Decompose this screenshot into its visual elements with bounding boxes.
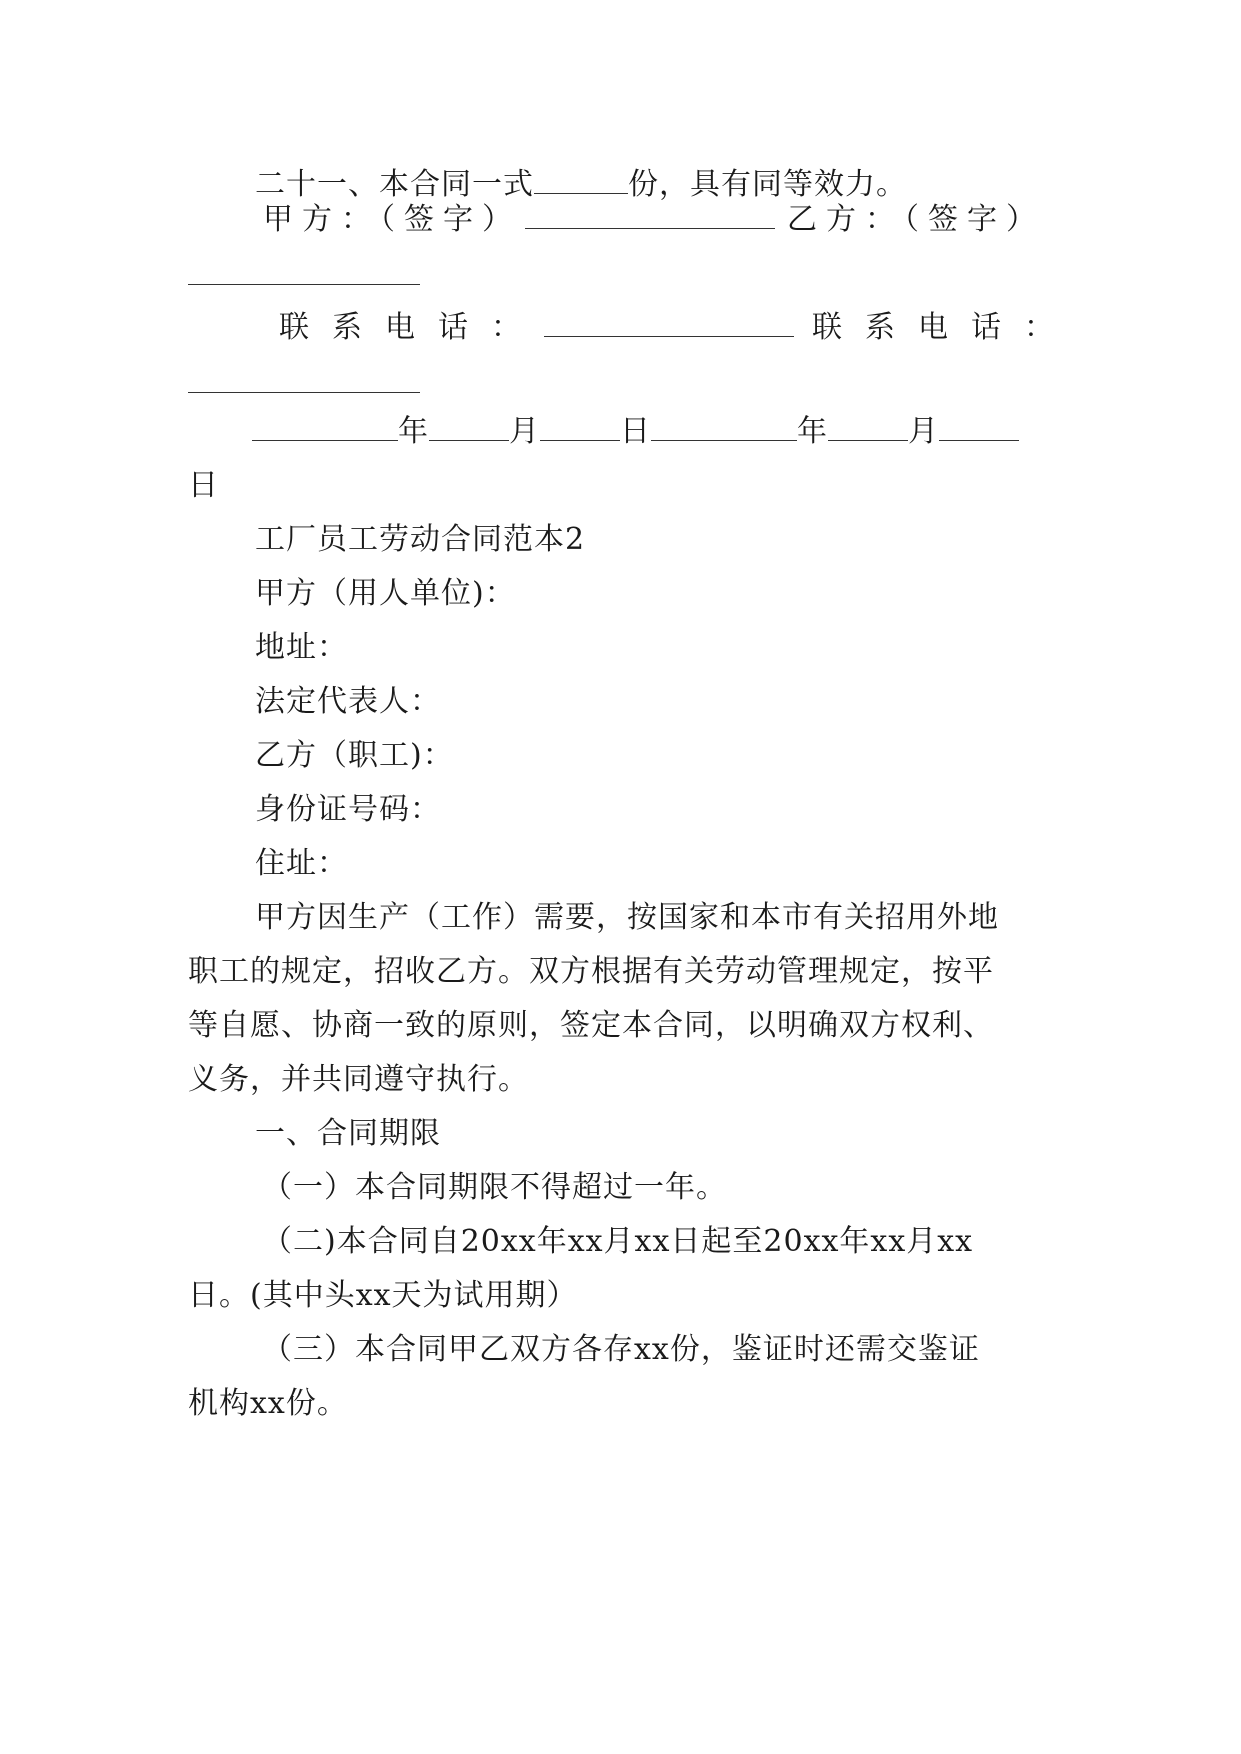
date-row-wrap-day: 日	[188, 468, 219, 503]
preamble-line-2: 职工的规定，招收乙方。双方根据有关劳动管理规定，按平	[188, 954, 994, 989]
year-blank-a	[252, 410, 398, 441]
day-blank-a	[540, 410, 620, 441]
item-3-line-1: （三）本合同甲乙双方各存xx份，鉴证时还需交鉴证	[262, 1332, 980, 1367]
month-blank-a	[429, 410, 509, 441]
year-blank-b	[651, 410, 797, 441]
party-b-phone-label: 联系电话：	[812, 310, 1077, 345]
party-b-phone-blank	[188, 392, 420, 393]
copies-blank	[534, 163, 628, 194]
preamble-line-4: 义务，并共同遵守执行。	[188, 1062, 529, 1097]
legal-rep-label: 法定代表人：	[255, 684, 441, 719]
clause-21-after: 份，具有同等效力。	[628, 167, 907, 202]
year-label-b: 年	[797, 414, 828, 449]
party-b-label: 乙方（职工)：	[255, 738, 454, 773]
contract-title: 工厂员工劳动合同范本2	[255, 522, 586, 557]
signature-row	[263, 198, 1143, 240]
preamble-line-1: 甲方因生产（工作）需要，按国家和本市有关招用外地	[255, 900, 999, 935]
address-label: 地址：	[255, 630, 348, 665]
party-a-signature-blank	[525, 198, 775, 229]
item-3-line-2: 机构xx份。	[188, 1386, 348, 1421]
party-a-label: 甲方（用人单位)：	[255, 576, 516, 611]
day-blank-b	[939, 410, 1019, 441]
item-2-line-1: （二)本合同自20xx年xx月xx日起至20xx年xx月xx	[262, 1224, 974, 1259]
year-label-a: 年	[398, 414, 429, 449]
party-b-signature-blank	[188, 284, 420, 285]
party-a-phone-blank	[544, 306, 794, 337]
month-label-a: 月	[509, 414, 540, 449]
phone-row	[279, 306, 1159, 348]
item-1: （一）本合同期限不得超过一年。	[262, 1170, 727, 1205]
preamble-line-3: 等自愿、协商一致的原则，签定本合同，以明确双方权利、	[188, 1008, 994, 1043]
clause-21-before: 二十一、本合同一式	[255, 167, 534, 202]
party-b-signature-label: 乙方：（签字）	[787, 202, 1045, 237]
residence-label: 住址：	[255, 846, 348, 881]
id-number-label: 身份证号码：	[255, 792, 441, 827]
month-blank-b	[828, 410, 908, 441]
date-row	[252, 410, 1132, 452]
party-a-signature-label: 甲方：（签字）	[263, 202, 521, 237]
party-a-phone-label: 联系电话：	[279, 310, 544, 345]
month-label-b: 月	[908, 414, 939, 449]
section-1-title: 一、合同期限	[255, 1116, 441, 1151]
day-label-a: 日	[620, 414, 651, 449]
item-2-line-2: 日。(其中头xx天为试用期）	[188, 1278, 578, 1313]
